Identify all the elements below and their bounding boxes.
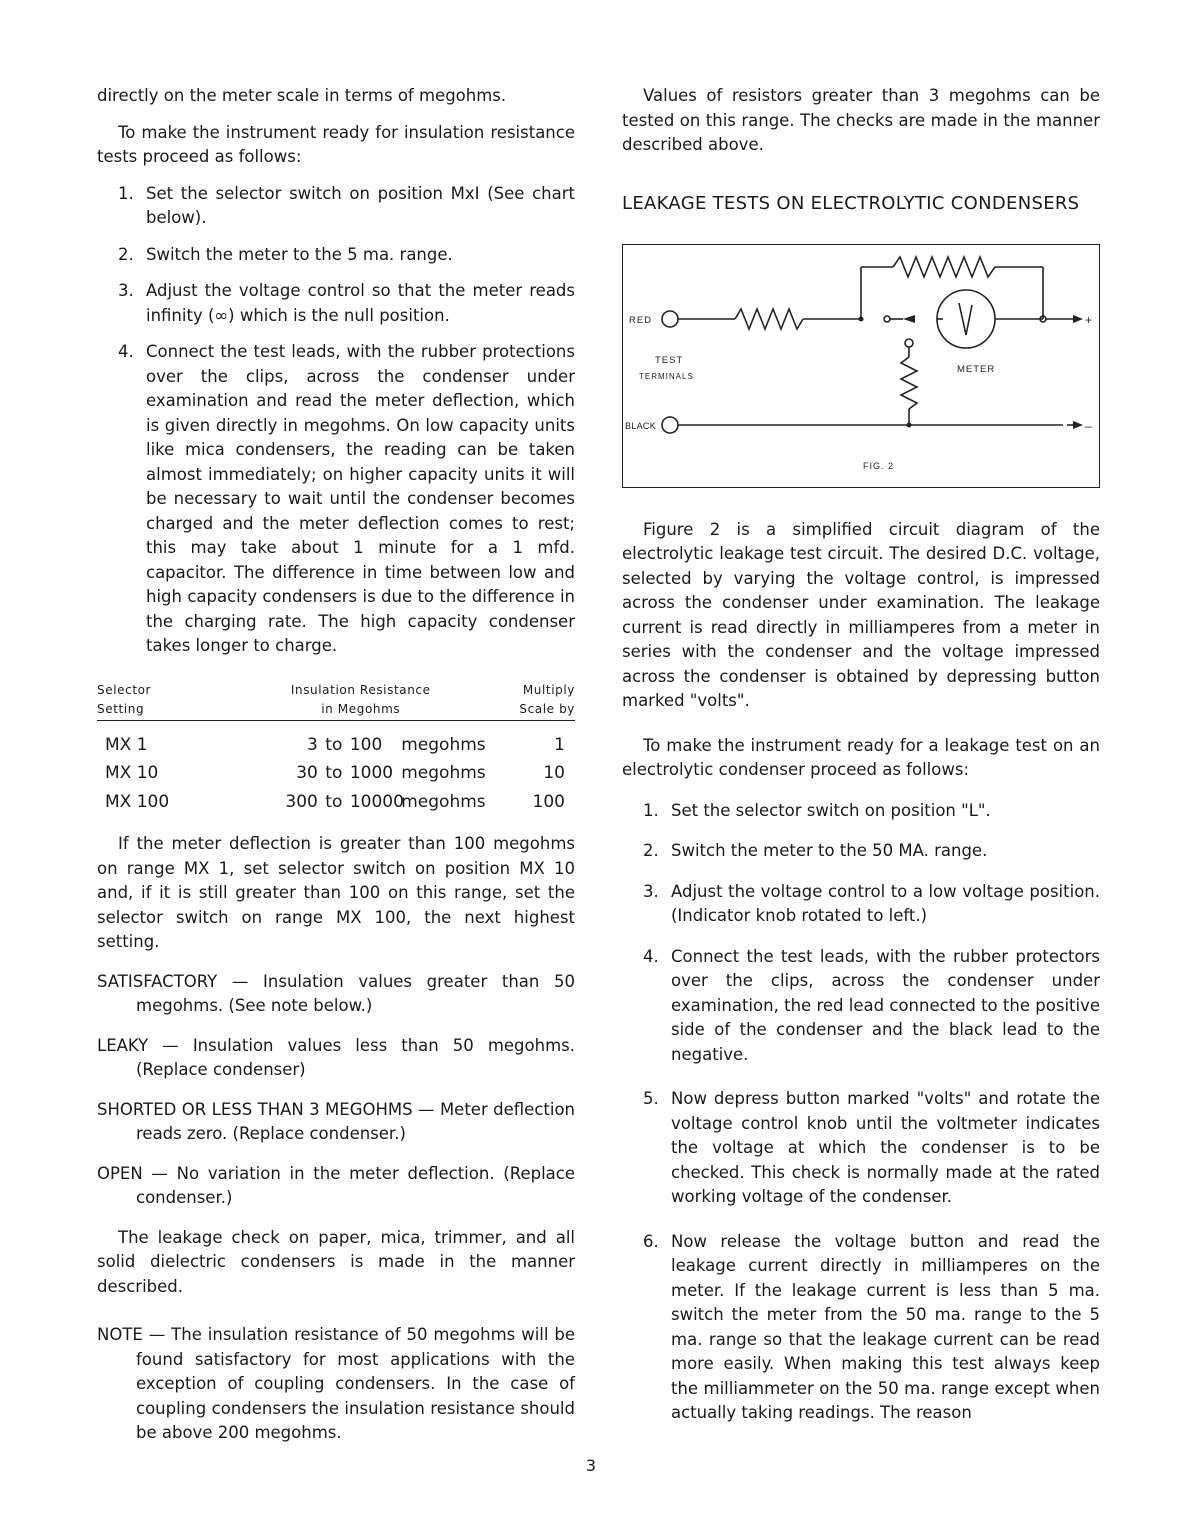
insulation-step: 4. Connect the test leads, with the rubber protections over the clips, across the condenser under examination and read the meter deflection, which is given directly in megohms. On low capacity units like mica condensers, the reading can be taken almost immediately; on higher capacity units it will be necessary to wait until the condenser becomes charged and the meter deflection comes to rest; this may take about 1 minute for a 1 mfd. capacitor. The difference in time between low and high capacity condensers is due to the difference in the charging rate. The high capacity condenser takes longer to charge.	[118, 342, 575, 655]
result-open: OPEN — No variation in the meter deflection. (Replace condenser.)	[97, 1163, 575, 1207]
figure-caption: FIG. 2	[863, 460, 895, 471]
label-test: TEST	[655, 354, 684, 366]
label-red: RED	[629, 314, 653, 326]
note-paragraph: NOTE — The insulation resistance of 50 megohms will be found satisfactory for most applications with the exception of coupling condensers. In the case of coupling condensers the insulation resistance should be above 200 megohms.	[97, 1325, 575, 1442]
label-minus: –	[1085, 418, 1093, 433]
black-terminal	[662, 417, 678, 433]
shunt-resistor	[893, 257, 995, 277]
selector-range-table	[97, 681, 575, 817]
leakage-step: 5. Now depress button marked "volts" and rotate the voltage control knob until the voltmeter indicates the voltage at which the condenser is to be checked. This check is normally made at the rated working voltage of the condenser.	[643, 1089, 1100, 1206]
circuit-svg	[623, 245, 1101, 489]
meter-icon	[937, 290, 995, 348]
leakage-check-paragraph: The leakage check on paper, mica, trimmer, and all solid dielectric condensers is made in the manner described.	[97, 1227, 575, 1296]
intro-fragment: directly on the meter scale in terms of megohms.	[97, 86, 507, 105]
insulation-step: 2. Switch the meter to the 5 ma. range.	[118, 244, 453, 264]
leakage-step: 2. Switch the meter to the 50 MA. range.	[643, 841, 988, 860]
page-number: 3	[585, 1456, 597, 1475]
red-terminal	[662, 311, 678, 327]
label-meter: METER	[957, 363, 996, 375]
resistor-paragraph: Values of resistors greater than 3 megohms can be tested on this range. The checks are made in the manner described above.	[622, 86, 1100, 154]
leakage-step: 1. Set the selector switch on position "L".	[643, 800, 991, 820]
insulation-step: 1. Set the selector switch on position MxI (See chart below).	[118, 183, 575, 227]
label-black: BLACK	[625, 420, 657, 431]
result-leaky: LEAKY — Insulation values less than 50 megohms. (Replace condenser)	[97, 1035, 575, 1079]
table-row: MX 1 3 to 100 megohms 1	[105, 734, 565, 755]
insulation-ready-intro: To make the instrument ready for insulation resistance tests proceed as follows:	[97, 122, 575, 166]
right-column	[622, 84, 1100, 1438]
insulation-step: 3. Adjust the voltage control so that the meter reads infinity (∞) which is the null position.	[118, 281, 575, 325]
arrow-icon	[1073, 315, 1083, 323]
leakage-step: 6. Now release the voltage button and read the leakage current directly in milliamperes on the meter. If the leakage current is less than 5 ma. switch the meter from the 50 ma. range to the 5 ma. range so that the leakage current can be read more easily. When making this test always keep the milliammeter on the 50 ma. range except when actually taking readings. The reason	[643, 1231, 1100, 1422]
table-row: MX 100 300 to 10000 megohms 100	[105, 791, 565, 812]
result-satisfactory: SATISFACTORY — Insulation values greater than 50 megohms. (See note below.)	[97, 971, 575, 1015]
section-heading: LEAKAGE TESTS ON ELECTROLYTIC CONDENSERS	[622, 192, 1080, 214]
leakage-ready-intro: To make the instrument ready for a leakage test on an electrolytic condenser proceed as follows:	[622, 735, 1100, 779]
left-column	[97, 84, 575, 1461]
label-plus: +	[1085, 312, 1094, 327]
voltage-control-resistor	[901, 357, 917, 409]
figure-description: Figure 2 is a simplified circuit diagram of the electrolytic leakage test circuit. The desired D.C. voltage, selected by varying the voltage control, is impressed across the condenser under examination. The leakage current is read directly in milliamperes from a meter in series with the condenser and the voltage impressed across the condenser is obtained by depressing button marked "volts".	[622, 519, 1100, 710]
arrow-icon	[903, 315, 915, 323]
table-row: MX 10 30 to 1000 megohms 10	[105, 763, 565, 783]
insulation-steps	[97, 182, 575, 659]
result-shorted: SHORTED OR LESS THAN 3 MEGOHMS — Meter deflection reads zero. (Replace condenser.)	[97, 1099, 575, 1143]
circuit-diagram	[622, 244, 1100, 488]
leakage-step: 4. Connect the test leads, with the rubber protectors over the clips, across the condenser under examination, the red lead connected to the positive side of the condenser and the black lead to the negative.	[643, 946, 1100, 1064]
range-note: If the meter deflection is greater than 100 megohms on range MX 1, set selector switch on position MX 10 and, if it is still greater than 100 on this range, set the selector switch on range MX 100, the next highest setting.	[97, 834, 575, 951]
header-selector-setting: Selector Setting	[97, 681, 236, 721]
leakage-steps	[622, 799, 1100, 1426]
arrow-icon	[1073, 421, 1083, 429]
label-terminals: TERMINALS	[639, 371, 694, 381]
header-insulation-resistance: Insulation Resistance in Megohms	[236, 681, 486, 721]
header-multiply-scale: Multiply Scale by	[486, 681, 575, 721]
series-resistor	[735, 309, 803, 329]
leakage-step: 3. Adjust the voltage control to a low voltage position. (Indicator knob rotated to left.)	[643, 881, 1100, 925]
